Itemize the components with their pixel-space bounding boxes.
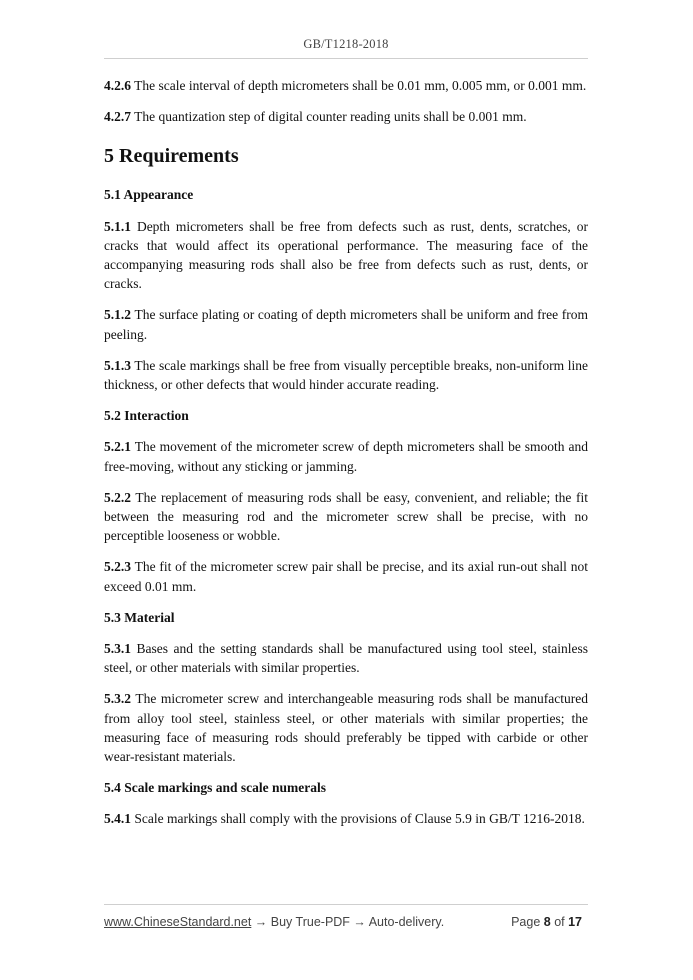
clause-5-3-2 — [104, 689, 588, 766]
clause-number: 5.1.2 — [104, 307, 131, 323]
clause-5-1-1 — [104, 217, 588, 294]
subsection-heading-5-4: 5.4 Scale markings and scale numerals — [104, 780, 327, 796]
clause-4-2-7 — [104, 107, 588, 126]
clause-number: 5.2.1 — [104, 439, 131, 455]
page-indicator — [511, 915, 582, 929]
footer-promo — [104, 915, 444, 929]
site-link[interactable]: www.ChineseStandard.net — [104, 915, 252, 929]
clause-text: The movement of the micrometer screw of depth micrometers shall be smooth and free-moving, without any sticking or jamming. — [104, 439, 588, 474]
clause-5-2-3 — [104, 557, 588, 595]
clause-text: The fit of the micrometer screw pair shall be precise, and its axial run-out shall not exceed 0.01 mm. — [104, 559, 588, 594]
page-number: 8 — [543, 915, 551, 929]
promo-text: → Buy True-PDF → Auto-delivery. — [251, 915, 445, 929]
clause-5-4-1 — [104, 809, 588, 828]
subsection-heading-5-3: 5.3 Material — [104, 609, 175, 625]
section-heading-5: 5 Requirements — [104, 145, 239, 168]
clause-text: Bases and the setting standards shall be manufactured using tool steel, stainless steel, or other materials with similar properties. — [104, 641, 588, 676]
clause-number: 4.2.7 — [104, 109, 131, 125]
page-total: 17 — [568, 915, 582, 929]
subsection-heading-5-2: 5.2 Interaction — [104, 408, 189, 424]
clause-4-2-6 — [104, 76, 588, 95]
clause-number: 5.3.1 — [104, 641, 131, 657]
clause-text: The quantization step of digital counter reading units shall be 0.001 mm. — [131, 109, 527, 125]
clause-5-3-1 — [104, 639, 588, 677]
clause-number: 5.2.3 — [104, 559, 131, 575]
clause-number: 5.4.1 — [104, 811, 131, 827]
header-divider — [104, 58, 588, 59]
page-header: GB/T1218-2018 — [303, 37, 389, 51]
clause-text: The scale interval of depth micrometers shall be 0.01 mm, 0.005 mm, or 0.001 mm. — [131, 78, 587, 93]
subsection-heading-5-1: 5.1 Appearance — [104, 187, 194, 203]
clause-5-2-2 — [104, 488, 588, 546]
clause-text: The scale markings shall be free from visually perceptible breaks, non-uniform line thickness, or other defects that would hinder accurate reading. — [104, 357, 588, 393]
page-label: Page — [511, 915, 544, 929]
clause-number: 5.2.2 — [104, 489, 131, 505]
clause-text: The surface plating or coating of depth micrometers shall be uniform and free from peeling. — [104, 307, 588, 342]
clause-text: The replacement of measuring rods shall be easy, convenient, and reliable; the fit between the measuring rod and the micrometer screw shall be precise, with no perceptible looseness or wobble. — [104, 489, 588, 544]
clause-5-2-1 — [104, 437, 588, 475]
clause-number: 5.3.2 — [104, 691, 131, 707]
of-label: of — [550, 915, 569, 929]
page-content — [104, 76, 588, 841]
clause-5-1-2 — [104, 305, 588, 343]
footer-divider — [104, 904, 588, 905]
clause-text: The micrometer screw and interchangeable measuring rods shall be manufactured from alloy tool steel, stainless steel, or other materials with similar properties; the measuring face of measuring rods should preferably be tipped with carbide or other wear-resistant materials. — [104, 691, 588, 765]
clause-number: 5.1.1 — [104, 218, 131, 234]
clause-number: 4.2.6 — [104, 78, 131, 93]
clause-text: Scale markings shall comply with the provisions of Clause 5.9 in GB/T 1216-2018. — [131, 811, 585, 827]
clause-number: 5.1.3 — [104, 357, 131, 373]
clause-5-1-3 — [104, 356, 588, 394]
clause-text: Depth micrometers shall be free from defects such as rust, dents, scratches, or cracks that would affect its operational performance. The measuring face of the accompanying measuring rods shall also be free from defects such as rust, dents, or cracks. — [104, 218, 588, 292]
